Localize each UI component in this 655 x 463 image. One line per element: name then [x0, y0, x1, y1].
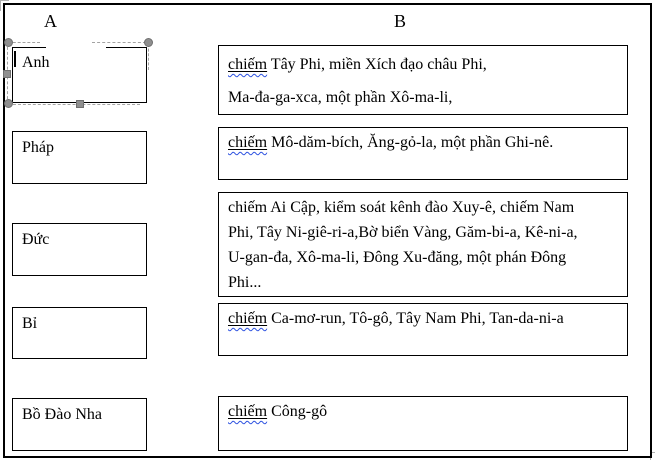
description-line: chiếm Tây Phi, miền Xích đạo châu Phi,	[228, 56, 487, 73]
crop-corner-mark-bottom-right	[650, 452, 655, 460]
misspelled-word-squiggle: chiếm	[228, 134, 268, 151]
selection-handle-top-left[interactable]	[4, 38, 13, 47]
description-line: Ma-đa-ga-xca, một phần Xô-ma-li,	[228, 89, 453, 106]
description-line: chiếm Ca-mơ-run, Tô-gô, Tây Nam Phi, Tan-da-ni-a	[228, 310, 564, 327]
selection-handle-bottom-middle[interactable]	[76, 100, 84, 108]
text-insertion-cursor	[14, 51, 16, 67]
description-line: U-gan-đa, Xô-ma-li, Đông Xu-đăng, một phán Đông	[228, 249, 567, 266]
misspelled-word-squiggle: chiếm	[228, 310, 268, 327]
anh-box-top-border-left	[12, 47, 46, 48]
misspelled-word-squiggle: chiếm	[228, 56, 268, 73]
country-label-anh: Anh	[22, 54, 50, 71]
selection-handle-middle-left[interactable]	[3, 70, 11, 78]
country-box-duc[interactable]	[12, 223, 147, 276]
description-box-phap[interactable]	[218, 127, 628, 180]
anh-box-top-border-right	[106, 47, 147, 48]
description-line: chiếm Ai Cập, kiểm soát kênh đào Xuy-ê, chiếm Nam	[228, 199, 575, 216]
description-line: chiếm Công-gô	[228, 403, 328, 420]
misspelled-word-squiggle: chiếm	[228, 403, 268, 420]
selection-dash-right	[148, 44, 149, 70]
selection-handle-bottom-left[interactable]	[4, 99, 13, 108]
column-b-header: B	[394, 11, 407, 31]
country-label-phap: Pháp	[22, 139, 54, 156]
country-label-duc: Đức	[22, 231, 50, 248]
country-box-bi[interactable]	[12, 307, 147, 359]
description-line: Phi...	[228, 274, 262, 291]
country-box-phap[interactable]	[12, 131, 147, 184]
selection-handle-top-right[interactable]	[144, 38, 153, 47]
country-label-bi: Bỉ	[22, 315, 38, 332]
selection-dash-bottom	[8, 104, 140, 105]
description-box-bi[interactable]	[218, 303, 628, 356]
description-line: Phi, Tây Ni-giê-ri-a,Bờ biển Vàng, Găm-bi-a, Kê-ni-a,	[228, 224, 578, 241]
country-box-anh[interactable]	[12, 47, 147, 103]
description-box-anh[interactable]	[218, 45, 628, 115]
selection-dash-top-right	[92, 42, 146, 43]
column-a-header: A	[44, 11, 57, 31]
country-box-bo-dao-nha[interactable]	[12, 398, 147, 451]
description-line: chiếm Mô-dăm-bích, Ăng-gỏ-la, một phần Ghi-nê.	[228, 134, 554, 151]
crop-corner-mark-top-left	[0, 0, 9, 11]
description-box-duc[interactable]	[218, 192, 628, 297]
country-label-bo-dao-nha: Bồ Đào Nha	[22, 406, 102, 423]
description-box-bo-dao-nha[interactable]	[218, 396, 628, 451]
